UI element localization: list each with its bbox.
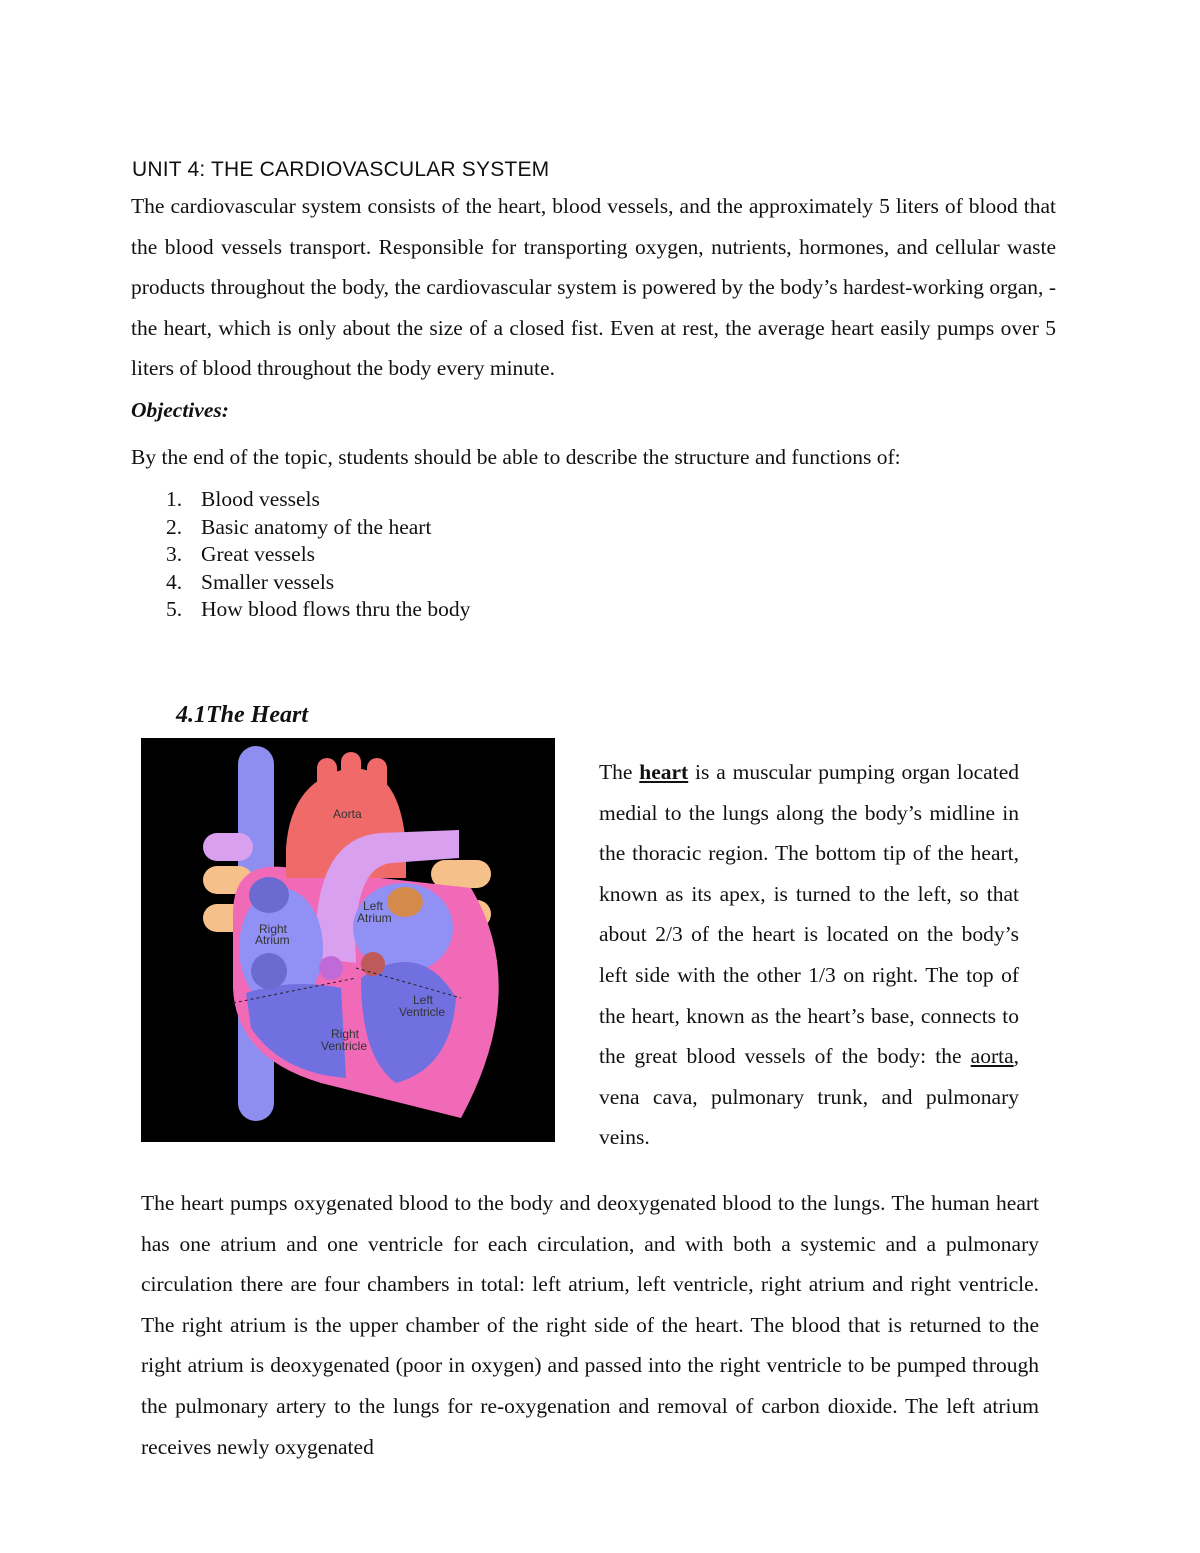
- objectives-list: [166, 486, 470, 624]
- label-left-atrium: Left: [363, 899, 384, 913]
- aorta-link[interactable]: aorta: [970, 1044, 1014, 1069]
- label-left-ventricle: Ventricle: [399, 1005, 446, 1019]
- list-item: 1. Blood vessels: [166, 487, 320, 511]
- section-title: 4.1The Heart: [176, 702, 308, 728]
- heart-description: The heart is a muscular pumping organ located medial to the lungs along the body’s midline in the thoracic region. The bottom tip of the heart, known as its apex, is turned to the left, so that about 2/3 of the heart is located on the body’s left side with the other 1/3 on right. The top of the heart, known as the heart’s base, connects to the great blood vessels of the body: the aorta, vena cava, pulmonary trunk, and pulmonary veins.: [599, 760, 1019, 1150]
- list-item: 2. Basic anatomy of the heart: [166, 514, 432, 539]
- unit-title: UNIT 4: THE CARDIOVASCULAR SYSTEM: [132, 158, 550, 181]
- objectives-lead: By the end of the topic, students should be able to describe the structure and functions of:: [131, 445, 901, 469]
- list-item: 5. How blood flows thru the body: [166, 597, 471, 621]
- objectives-heading: Objectives:: [131, 398, 229, 422]
- heart-diagram: [141, 738, 555, 1142]
- label-right-ventricle: Right: [331, 1027, 360, 1041]
- label-right-ventricle: Ventricle: [321, 1039, 368, 1053]
- body-paragraph: The heart pumps oxygenated blood to the body and deoxygenated blood to the lungs. The human heart has one atrium and one ventricle for each circulation, and with both a systemic and a pulmonary circulation there are four chambers in total: left atrium, left ventricle, right atrium and right ventricle. The right atrium is the upper chamber of the right side of the heart. The blood that is returned to the right atrium is deoxygenated (poor in oxygen) and passed into the right ventricle to be pumped through the pulmonary artery to the lungs for re-oxygenation and removal of carbon dioxide. The left atrium receives newly oxygenated: [141, 1191, 1039, 1459]
- label-left-atrium: Atrium: [357, 911, 392, 925]
- label-left-ventricle: Left: [413, 993, 434, 1007]
- intro-paragraph: The cardiovascular system consists of the heart, blood vessels, and the approximately 5 liters of blood that the blood vessels transport. Responsible for transporting oxygen, nutrients, hormones, and cellular waste products throughout the body, the cardiovascular system is powered by the body’s hardest-working organ, - the heart, which is only about the size of a closed fist. Even at rest, the average heart easily pumps over 5 liters of blood throughout the body every minute.: [131, 194, 1056, 381]
- heart-link[interactable]: heart: [639, 760, 689, 784]
- list-item: 4. Smaller vessels: [166, 569, 335, 594]
- label-right-atrium: Atrium: [255, 933, 290, 947]
- list-item: 3. Great vessels: [166, 542, 316, 566]
- label-right-atrium: Right: [259, 922, 288, 936]
- label-aorta: Aorta: [333, 807, 362, 821]
